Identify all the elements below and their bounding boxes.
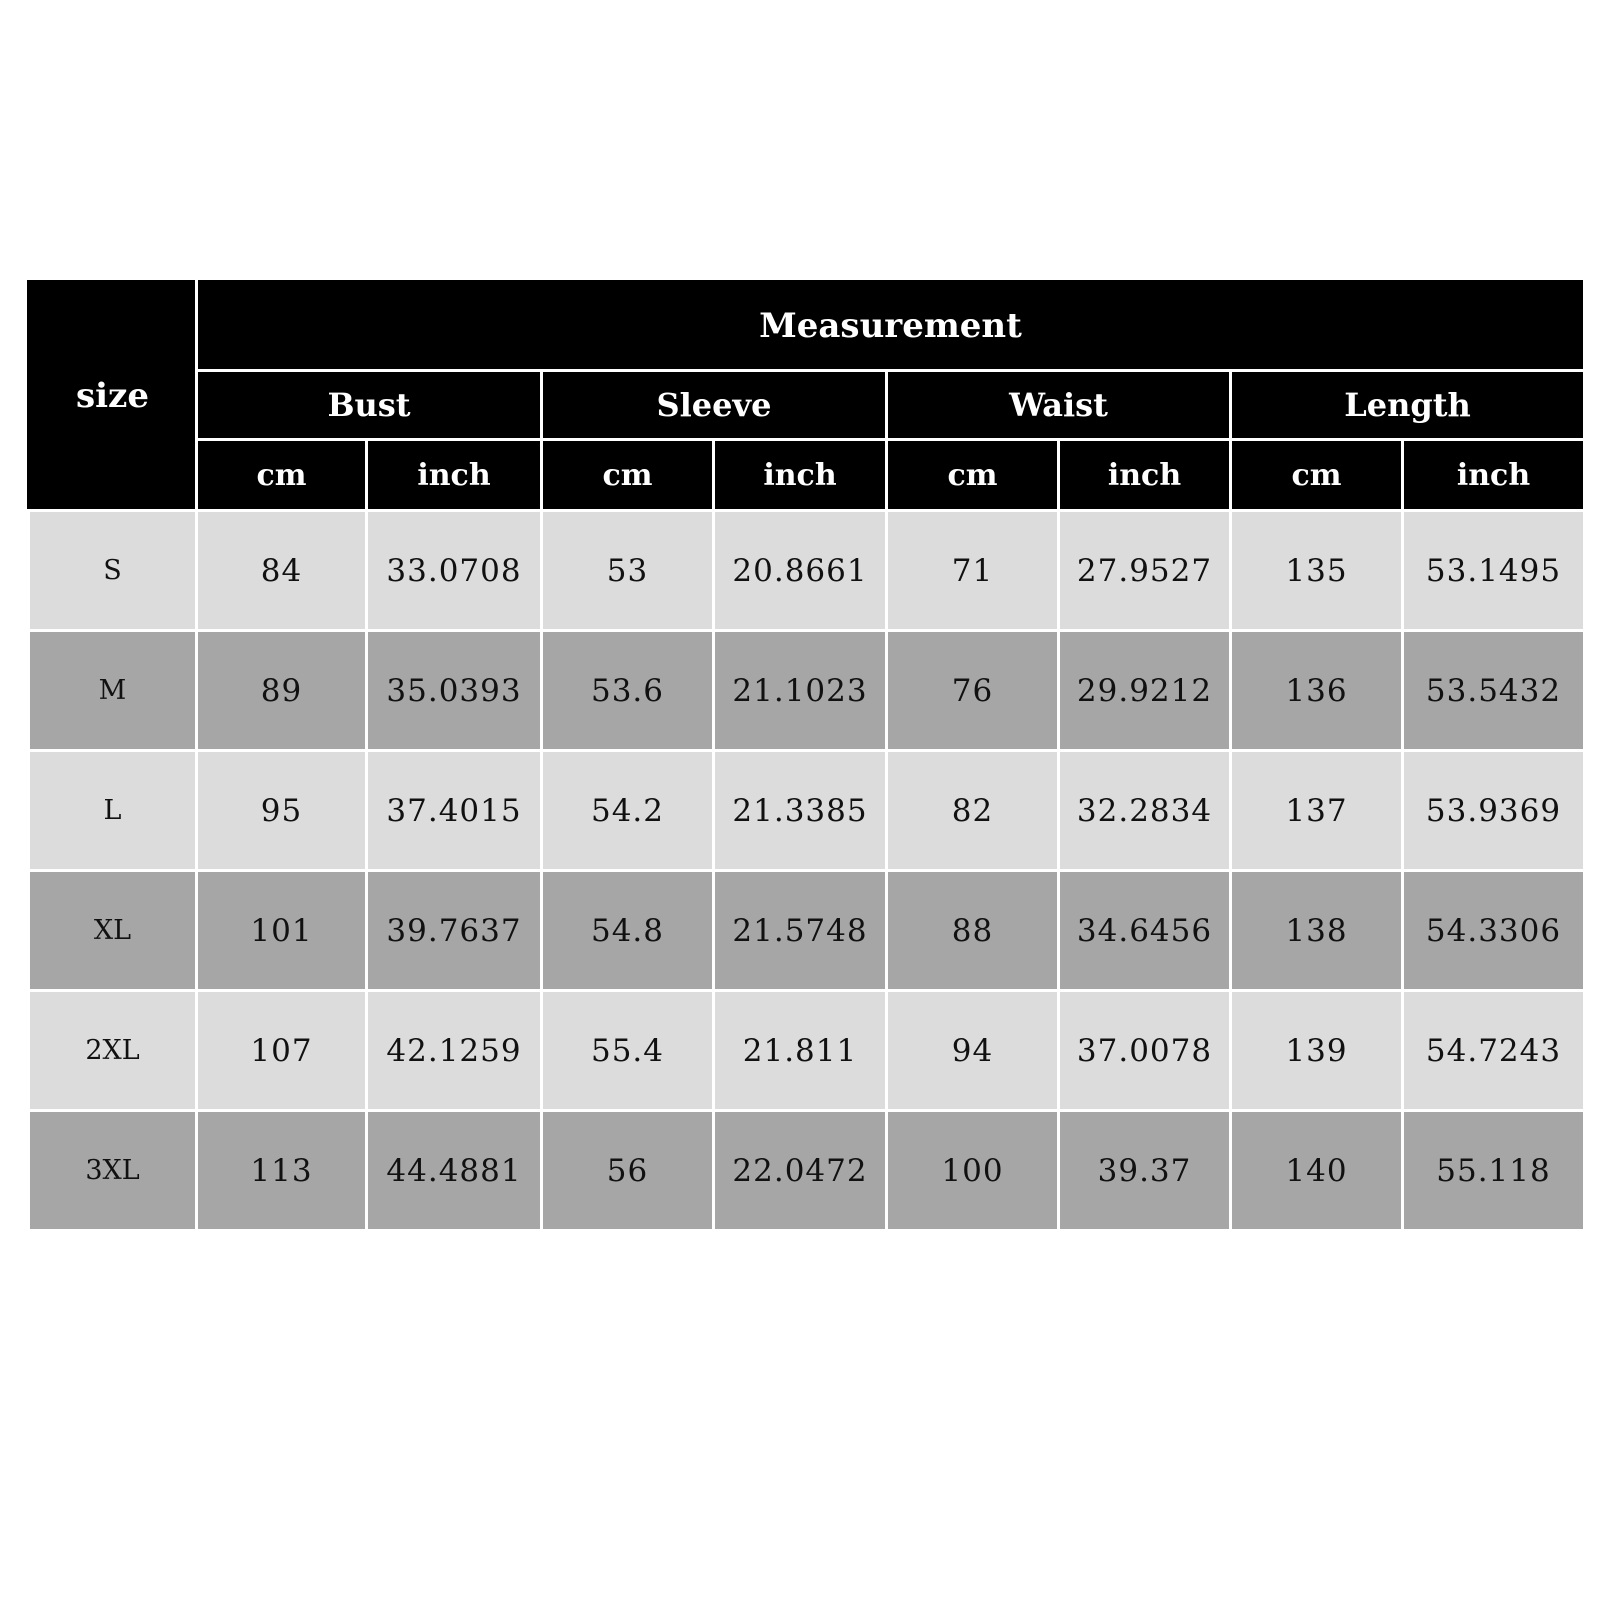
- unit-header-length-inch: inch: [1403, 440, 1585, 511]
- size-cell: 2XL: [29, 991, 197, 1111]
- value-cell-length-inch: 53.5432: [1403, 631, 1585, 751]
- value-cell-bust-cm: 95: [197, 751, 367, 871]
- unit-header-length-cm: cm: [1231, 440, 1403, 511]
- value-cell-length-cm: 138: [1231, 871, 1403, 991]
- value-cell-waist-inch: 34.6456: [1059, 871, 1231, 991]
- unit-header-sleeve-cm: cm: [542, 440, 714, 511]
- value-cell-waist-inch: 29.9212: [1059, 631, 1231, 751]
- table-header: [29, 282, 1585, 511]
- value-cell-bust-inch: 42.1259: [367, 991, 542, 1111]
- value-cell-bust-cm: 84: [197, 511, 367, 631]
- measurement-header: Measurement: [197, 282, 1585, 371]
- value-cell-length-cm: 136: [1231, 631, 1403, 751]
- value-cell-length-inch: 55.118: [1403, 1111, 1585, 1231]
- value-cell-bust-inch: 35.0393: [367, 631, 542, 751]
- value-cell-bust-inch: 37.4015: [367, 751, 542, 871]
- value-cell-bust-cm: 89: [197, 631, 367, 751]
- group-header-bust: Bust: [197, 371, 542, 440]
- size-cell: 3XL: [29, 1111, 197, 1231]
- value-cell-length-inch: 53.1495: [1403, 511, 1585, 631]
- value-cell-length-inch: 53.9369: [1403, 751, 1585, 871]
- value-cell-waist-cm: 76: [887, 631, 1059, 751]
- value-cell-waist-cm: 94: [887, 991, 1059, 1111]
- table-row: [29, 631, 1585, 751]
- value-cell-length-cm: 140: [1231, 1111, 1403, 1231]
- table-body: [29, 511, 1585, 1231]
- value-cell-sleeve-cm: 54.2: [542, 751, 714, 871]
- value-cell-bust-inch: 44.4881: [367, 1111, 542, 1231]
- table-row: [29, 751, 1585, 871]
- size-cell: S: [29, 511, 197, 631]
- value-cell-length-cm: 139: [1231, 991, 1403, 1111]
- value-cell-bust-inch: 39.7637: [367, 871, 542, 991]
- size-cell: L: [29, 751, 197, 871]
- unit-header-waist-cm: cm: [887, 440, 1059, 511]
- table-row: [29, 511, 1585, 631]
- value-cell-sleeve-inch: 22.0472: [714, 1111, 887, 1231]
- unit-header-sleeve-inch: inch: [714, 440, 887, 511]
- value-cell-sleeve-inch: 21.811: [714, 991, 887, 1111]
- value-cell-sleeve-inch: 20.8661: [714, 511, 887, 631]
- value-cell-bust-inch: 33.0708: [367, 511, 542, 631]
- value-cell-bust-cm: 107: [197, 991, 367, 1111]
- group-header-sleeve: Sleeve: [542, 371, 887, 440]
- table-row: [29, 991, 1585, 1111]
- value-cell-length-inch: 54.7243: [1403, 991, 1585, 1111]
- value-cell-sleeve-cm: 56: [542, 1111, 714, 1231]
- table-row: [29, 1111, 1585, 1231]
- value-cell-waist-cm: 82: [887, 751, 1059, 871]
- value-cell-waist-cm: 88: [887, 871, 1059, 991]
- value-cell-waist-inch: 37.0078: [1059, 991, 1231, 1111]
- value-cell-waist-inch: 39.37: [1059, 1111, 1231, 1231]
- group-header-waist: Waist: [887, 371, 1231, 440]
- value-cell-sleeve-cm: 55.4: [542, 991, 714, 1111]
- value-cell-sleeve-cm: 53.6: [542, 631, 714, 751]
- value-cell-bust-cm: 101: [197, 871, 367, 991]
- value-cell-waist-cm: 100: [887, 1111, 1059, 1231]
- size-chart-table: [27, 280, 1586, 1232]
- value-cell-length-cm: 135: [1231, 511, 1403, 631]
- value-cell-sleeve-cm: 54.8: [542, 871, 714, 991]
- value-cell-sleeve-cm: 53: [542, 511, 714, 631]
- table-row: [29, 871, 1585, 991]
- value-cell-waist-inch: 27.9527: [1059, 511, 1231, 631]
- unit-header-bust-cm: cm: [197, 440, 367, 511]
- size-cell: M: [29, 631, 197, 751]
- value-cell-waist-cm: 71: [887, 511, 1059, 631]
- size-cell: XL: [29, 871, 197, 991]
- value-cell-waist-inch: 32.2834: [1059, 751, 1231, 871]
- size-column-header: size: [29, 282, 197, 511]
- group-header-length: Length: [1231, 371, 1585, 440]
- value-cell-sleeve-inch: 21.1023: [714, 631, 887, 751]
- value-cell-bust-cm: 113: [197, 1111, 367, 1231]
- value-cell-sleeve-inch: 21.3385: [714, 751, 887, 871]
- unit-header-waist-inch: inch: [1059, 440, 1231, 511]
- value-cell-length-cm: 137: [1231, 751, 1403, 871]
- unit-header-bust-inch: inch: [367, 440, 542, 511]
- value-cell-sleeve-inch: 21.5748: [714, 871, 887, 991]
- value-cell-length-inch: 54.3306: [1403, 871, 1585, 991]
